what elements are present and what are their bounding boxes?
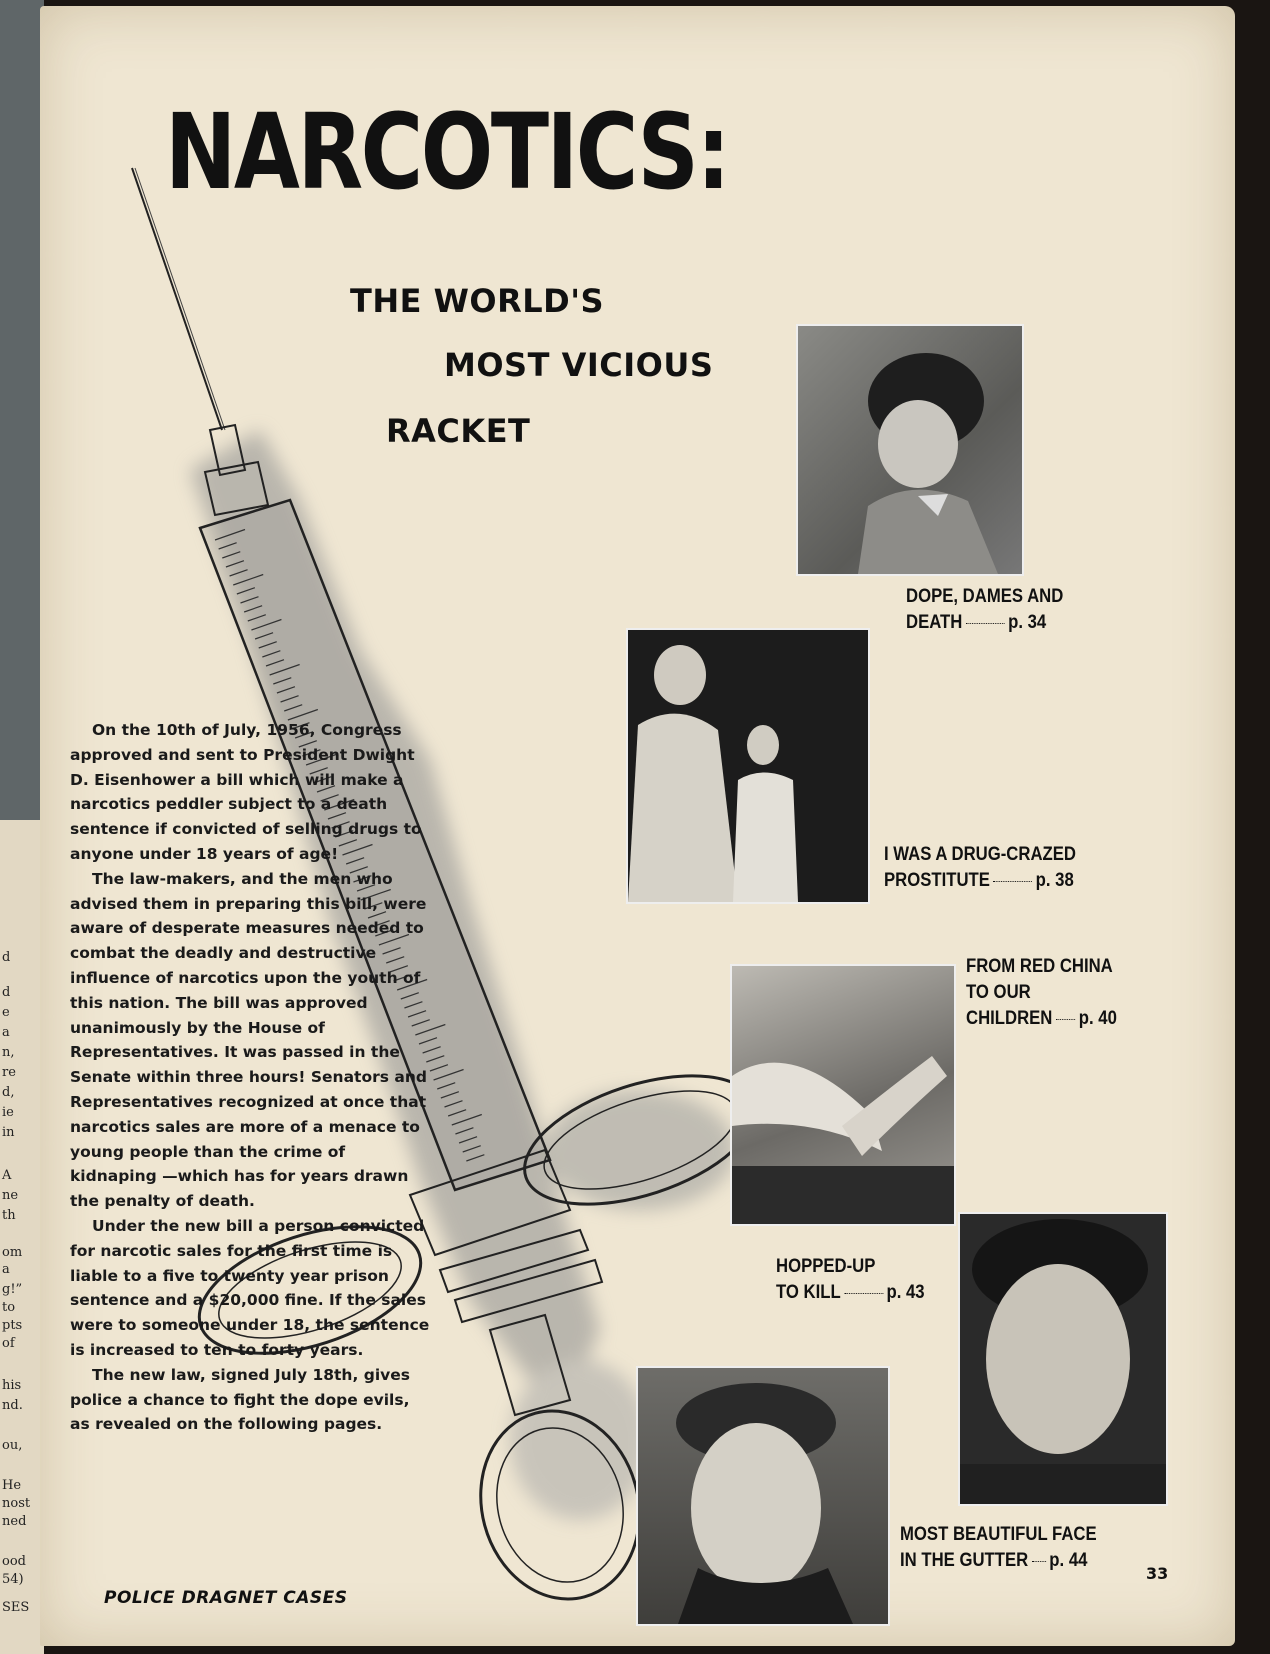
page-number: 33 xyxy=(1146,1564,1169,1583)
story-caption-5[interactable]: MOST BEAUTIFUL FACE IN THE GUTTER p. 44 xyxy=(900,1524,1097,1571)
adjacent-page-fragment: ned xyxy=(2,1514,27,1529)
subtitle-line-1: THE WORLD'S xyxy=(350,282,605,320)
adjacent-page-fragment: ou, xyxy=(2,1438,23,1453)
page-title: NARCOTICS: xyxy=(165,91,729,213)
magazine-footer: POLICE DRAGNET CASES xyxy=(104,1588,348,1608)
adjacent-page-fragment: n, xyxy=(2,1045,15,1060)
subtitle-line-2: MOST VICIOUS xyxy=(444,346,714,384)
adjacent-page-fragment: g!” xyxy=(2,1282,23,1297)
paragraph-3: Under the new bill a person convicted for narcotic sales for the first time is liable to a five to twenty year prison sentence and a $20,000 fine. If the sales were to someone under 18, the sentence is increased to ten to forty years. xyxy=(70,1216,430,1359)
adjacent-page-fragment: a xyxy=(2,1262,10,1277)
young-man-face xyxy=(960,1214,1166,1504)
adjacent-page-fragment: SES xyxy=(2,1600,30,1615)
adjacent-page-fragment: nd. xyxy=(2,1398,23,1413)
arm-closeup xyxy=(732,966,954,1224)
adjacent-page-fragment: th xyxy=(2,1208,16,1223)
story-caption-3[interactable]: FROM RED CHINA TO OUR CHILDREN p. 40 xyxy=(966,956,1117,1029)
photo-man-and-woman xyxy=(626,628,870,904)
adjacent-page-fragment: in xyxy=(2,1125,15,1140)
adjacent-page-fragment: his xyxy=(2,1378,22,1393)
adjacent-page-fragment: ne xyxy=(2,1188,19,1203)
woman-aviator-face xyxy=(638,1368,888,1624)
adjacent-page-fragment: d xyxy=(2,985,11,1000)
adjacent-page-fragment: 54) xyxy=(2,1572,24,1587)
adjacent-page-fragment: to xyxy=(2,1300,16,1315)
adjacent-page-fragment: ie xyxy=(2,1105,14,1120)
adjacent-page-fragment: d, xyxy=(2,1085,15,1100)
adjacent-page-fragment: e xyxy=(2,1005,10,1020)
adjacent-page-fragment: He xyxy=(2,1478,22,1493)
adjacent-page-fragment: d xyxy=(2,950,11,965)
adjacent-page-fragment: ood xyxy=(2,1554,26,1569)
adjacent-page-fragment: nost xyxy=(2,1496,31,1511)
adjacent-page-fragment: om xyxy=(2,1245,23,1260)
adjacent-page-fragment: pts xyxy=(2,1318,23,1333)
photo-young-man-portrait xyxy=(958,1212,1168,1506)
photo-woman-in-bow-blouse xyxy=(796,324,1024,576)
adjacent-page-fragment: of xyxy=(2,1336,15,1351)
story-caption-2[interactable]: I WAS A DRUG-CRAZED PROSTITUTE p. 38 xyxy=(884,844,1076,891)
photo-arm-injection xyxy=(730,964,956,1226)
woman-portrait xyxy=(798,326,1022,574)
couple-scene xyxy=(628,630,868,902)
paragraph-4: The new law, signed July 18th, gives police a chance to fight the dope evils, as revealed on the following pages. xyxy=(70,1365,410,1434)
story-caption-1[interactable]: DOPE, DAMES AND DEATH p. 34 xyxy=(906,586,1064,633)
subtitle-line-3: RACKET xyxy=(386,412,531,450)
paragraph-1: On the 10th of July, 1956, Congress approved and sent to President Dwight D. Eisenhower a bill which will make a narcotics peddler subject to a death sentence if convicted of selling drugs to anyone under 18 years of age! xyxy=(70,721,422,863)
adjacent-page-fragment: re xyxy=(2,1065,16,1080)
adjacent-page-fragment: a xyxy=(2,1025,10,1040)
photo-woman-with-goggles xyxy=(636,1366,890,1626)
paragraph-2: The law-makers, and the men who advised them in preparing this bill, were aware of desperate measures needed to combat the deadly and destructive influence of narcotics upon the youth of this nation. The bill was approved unanimously by the House of Representatives. It was passed in the Senate within three hours! Senators and Representatives recognized at once that narcotics sales are more of a menace to young people than the crime of kidnaping —which has for years drawn the penalty of death. xyxy=(70,869,427,1211)
article-intro-text xyxy=(70,718,430,1437)
story-caption-4[interactable]: HOPPED-UP TO KILL p. 43 xyxy=(776,1256,925,1303)
adjacent-page-fragment: A xyxy=(2,1168,12,1183)
